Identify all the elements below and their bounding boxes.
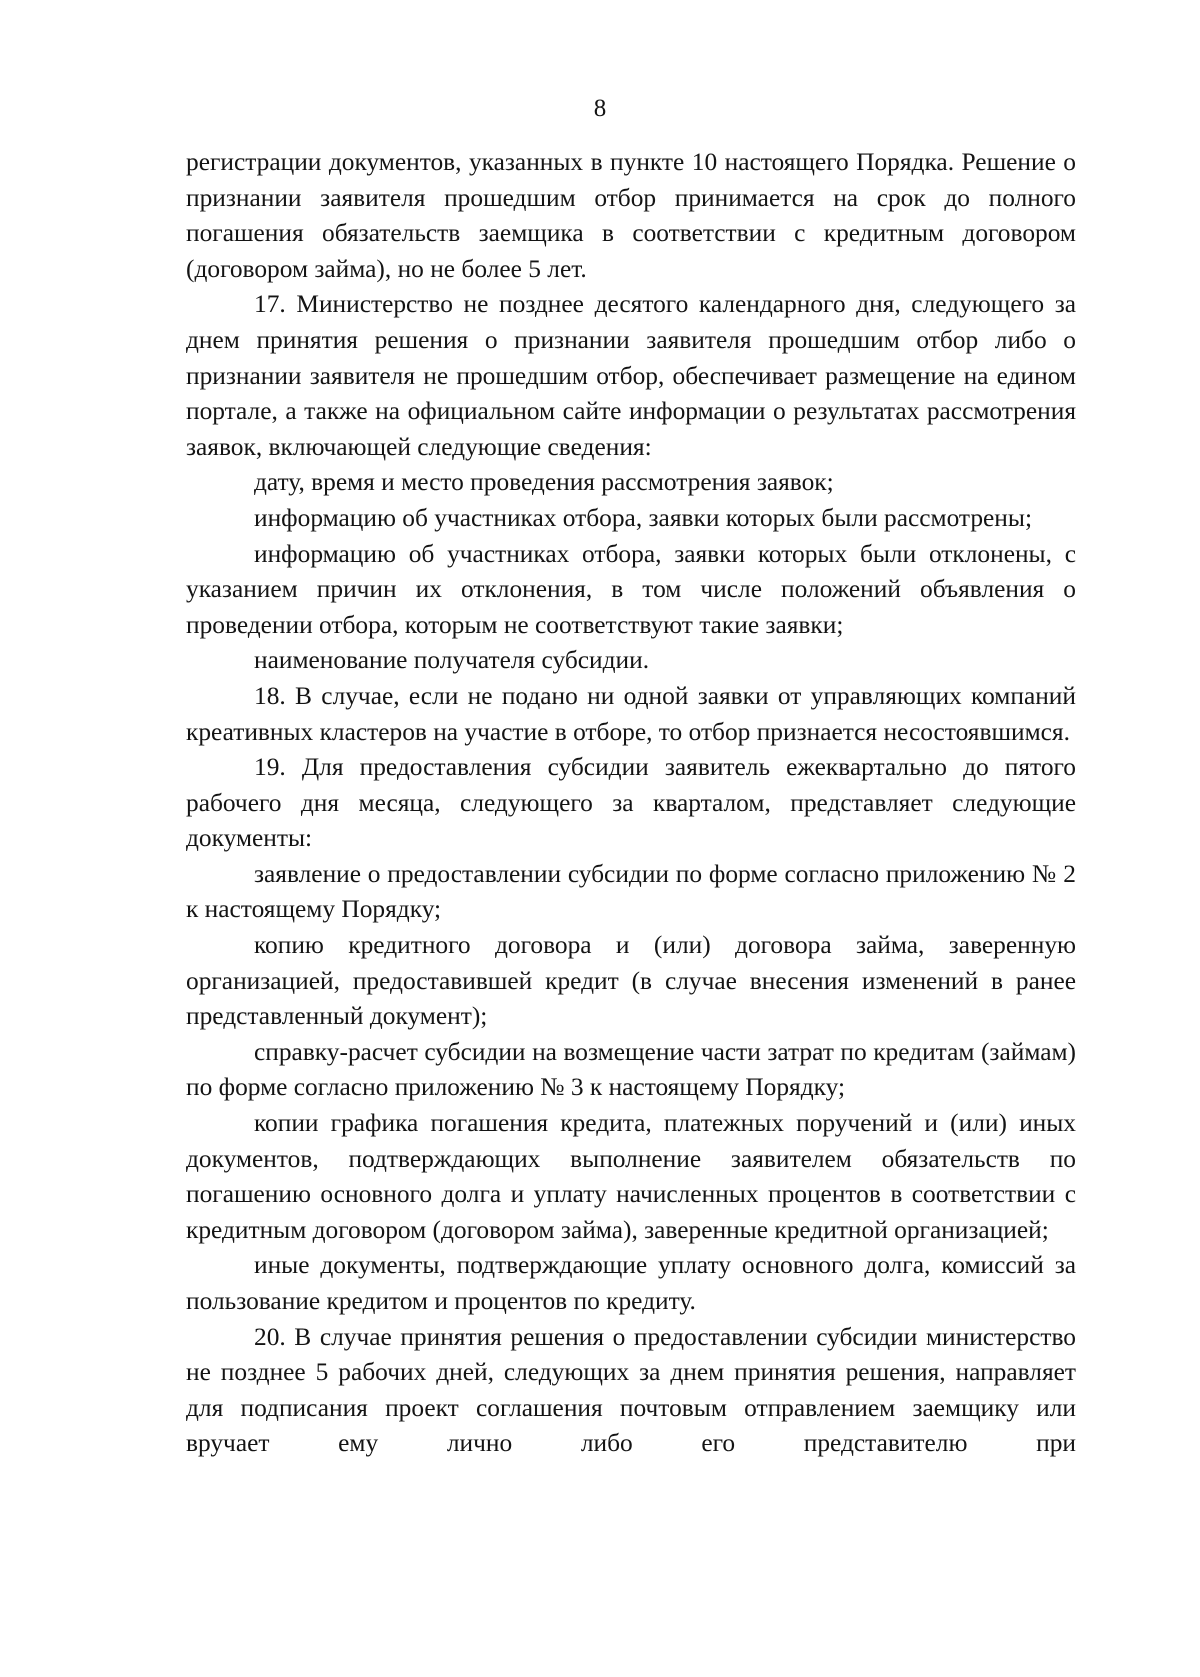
- paragraph-list-item: информацию об участниках отбора, заявки которых были отклонены, с указанием причин их отклонения, в том числе положений объявления о проведении отбора, которым не соответствуют такие заявки;: [186, 539, 1076, 639]
- paragraph-list-item: копию кредитного договора и (или) договора займа, заверенную организацией, предоставившей кредит (в случае внесения изменений в ранее представленный документ);: [186, 931, 1076, 1031]
- paragraph-item-20: 20. В случае принятия решения о предоставлении субсидии министерство не позднее 5 рабочих дней, следующих за днем принятия решения, направляет для подписания проект соглашения почтовым отправлением заемщику или вручает ему лично либо его представителю при: [186, 1322, 1076, 1458]
- paragraph-item-17: 17. Министерство не позднее десятого календарного дня, следующего за днем принятия решения о признании заявителя прошедшим отбор либо о признании заявителя не прошедшим отбор, обеспечивает размещение на едином портале, а также на официальном сайте информации о результатах рассмотрения заявок, включающей следующие сведения:: [186, 290, 1076, 461]
- paragraph-item-19: 19. Для предоставления субсидии заявитель ежеквартально до пятого рабочего дня месяца, следующего за кварталом, представляет следующие документы:: [186, 753, 1076, 853]
- paragraph-list-item: справку-расчет субсидии на возмещение части затрат по кредитам (займам) по форме согласно приложению № 3 к настоящему Порядку;: [186, 1037, 1076, 1102]
- paragraph-continuation: регистрации документов, указанных в пункте 10 настоящего Порядка. Решение о признании заявителя прошедшим отбор принимается на срок до полного погашения обязательств заемщика в соответствии с кредитным договором (договором займа), но не более 5 лет.: [186, 148, 1076, 283]
- paragraph-list-item: дату, время и место проведения рассмотрения заявок;: [254, 468, 834, 497]
- page-number: 8: [593, 95, 607, 122]
- paragraph-list-item: копии графика погашения кредита, платежных поручений и (или) иных документов, подтверждающих выполнение заявителем обязательств по погашению основного долга и уплату начисленных процентов в соответствии с кредитным договором (договором займа), заверенные кредитной организацией;: [186, 1109, 1076, 1244]
- paragraph-list-item: заявление о предоставлении субсидии по форме согласно приложению № 2 к настоящему Порядку;: [186, 859, 1076, 924]
- paragraph-list-item: наименование получателя субсидии.: [254, 646, 650, 675]
- document-body: [186, 145, 1076, 1462]
- paragraph-list-item: информацию об участниках отбора, заявки которых были рассмотрены;: [254, 503, 1033, 532]
- paragraph-list-item: иные документы, подтверждающие уплату основного долга, комиссий за пользование кредитом и процентов по кредиту.: [186, 1251, 1076, 1315]
- paragraph-item-18: 18. В случае, если не подано ни одной заявки от управляющих компаний креативных кластеров на участие в отборе, то отбор признается несостоявшимся.: [186, 681, 1076, 746]
